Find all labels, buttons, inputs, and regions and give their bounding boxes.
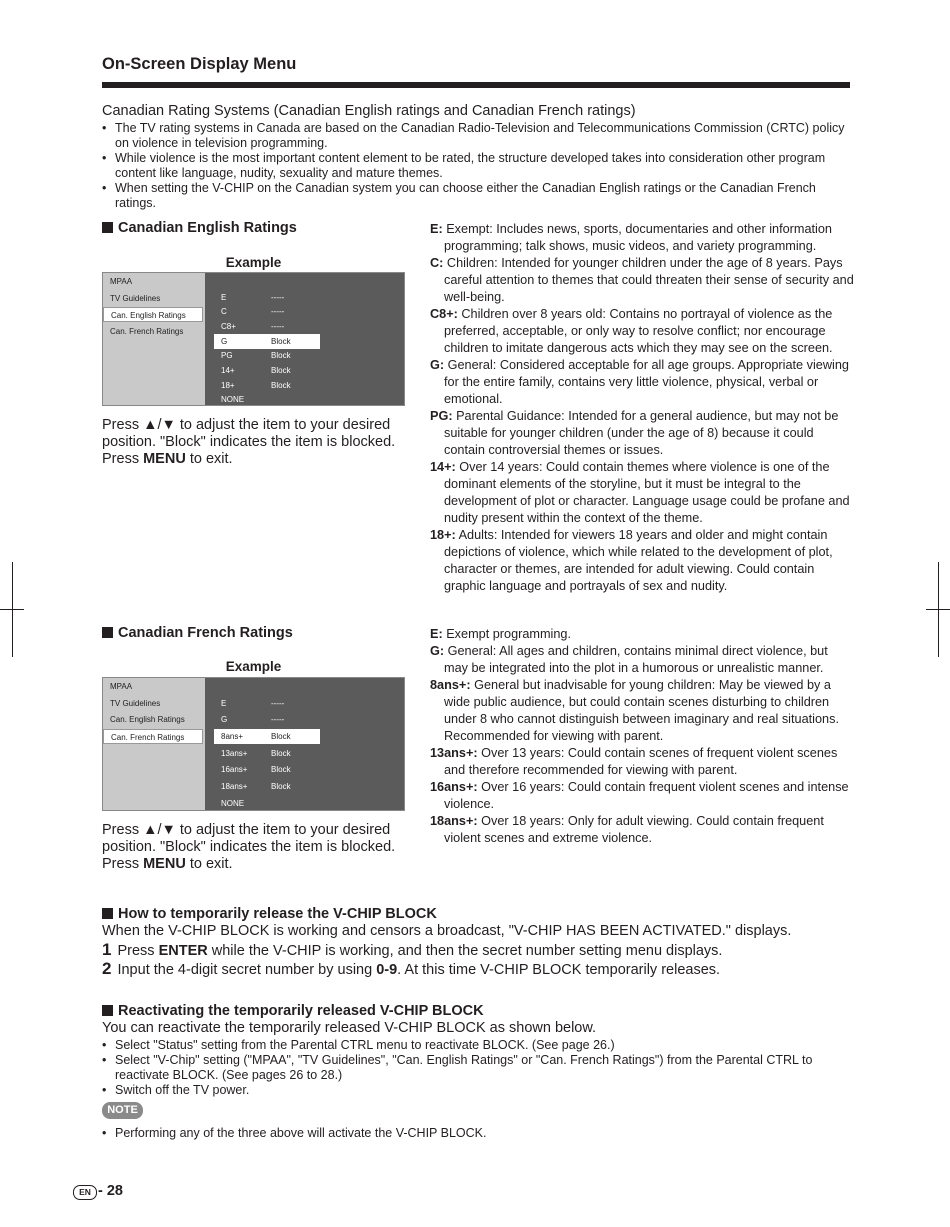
release-body: When the V-CHIP BLOCK is working and censors a broadcast, "V-CHIP HAS BEEN ACTIVATED." displays. [102,923,792,939]
english-menu-screen [102,272,405,406]
reactivate-bullet: • Select "V-Chip" setting ("MPAA", "TV Guidelines", "Can. English Ratings" or "Can. French Ratings") from the Parental CTRL to reactivate BLOCK. (See pages 26 to 28.) [102,1053,852,1083]
definition: 16ans+: Over 16 years: Could contain frequent violent scenes and intense violence. [430,780,849,811]
menu-item-mpaa[interactable]: MPAA [110,682,133,691]
intro-bullet: • When setting the V-CHIP on the Canadian system you can choose either the Canadian English ratings or the Canadian French ratings. [102,181,852,211]
definition: G: General: All ages and children, contains minimal direct violence, but may be integrated into the plot in a humorous or unrealistic manner. [430,644,828,675]
intro-heading: Canadian Rating Systems (Canadian English ratings and Canadian French ratings) [102,103,636,119]
rating-row[interactable]: NONE [221,395,245,404]
reactivate-body: You can reactivate the temporarily released V-CHIP BLOCK as shown below. [102,1020,597,1036]
rating-row[interactable]: 16ans+ Block [221,765,291,774]
menu-left-panel [103,273,205,405]
menu-item-tv-guidelines[interactable]: TV Guidelines [110,699,161,708]
definition: 18+: Adults: Intended for viewers 18 years and older and might contain depictions of violence, which while related to the development of plot, character or themes, are intended for adult viewing. Could contain graphic language and portrayals of sex and nudity. [430,528,833,593]
definition: C: Children: Intended for younger children under the age of 8 years. Pays careful attention to themes that could threaten their sense of security and well-being. [430,256,854,304]
rating-row[interactable]: E ----- [221,293,285,302]
language-badge: EN [73,1185,97,1200]
square-bullet-icon [102,908,113,919]
intro-bullets [102,121,852,211]
english-press-instructions: Press ▲/▼ to adjust the item to your desired position. "Block" indicates the item is blocked. Press MENU to exit. [102,417,396,467]
french-example-label: Example [225,659,282,674]
reactivate-heading: Reactivating the temporarily released V-CHIP BLOCK [102,1003,484,1019]
french-definitions [430,626,855,847]
square-bullet-icon [102,627,113,638]
french-menu-screen [102,677,405,811]
note-badge: NOTE [102,1102,143,1119]
square-bullet-icon [102,1005,113,1016]
definition: 8ans+: General but inadvisable for young children: May be viewed by a wide public audience, but could contain scenes disturbing to children under 8 who cannot distinguish between imaginary and real situations. [430,678,839,726]
definition: Recommended for viewing with parent. [444,729,664,743]
menu-item-can-french[interactable]: Can. French Ratings [103,729,203,744]
note-bullets [102,1126,852,1141]
rating-row[interactable]: E ----- [221,699,285,708]
up-down-arrows-icon: ▲/▼ [143,417,176,433]
definition: 13ans+: Over 13 years: Could contain scenes of frequent violent scenes and therefore recommended for viewing with parent. [430,746,838,777]
note-bullet: • Performing any of the three above will activate the V-CHIP BLOCK. [102,1126,852,1141]
rating-row[interactable]: C8+ ----- [221,322,285,331]
definition: E: Exempt programming. [430,627,572,641]
intro-bullet: • While violence is the most important content element to be rated, the structure developed takes into consideration other program content like language, nudity, sexuality and mature themes. [102,151,852,181]
rating-row[interactable]: G ----- [221,715,285,724]
rating-row[interactable]: C ----- [221,307,285,316]
english-example-label: Example [225,255,282,270]
menu-item-tv-guidelines[interactable]: TV Guidelines [110,294,161,303]
definition: 14+: Over 14 years: Could contain themes where violence is one of the dominant elements of the storyline, but it must be integral to the development of plot or character. Language usage could be profane and nudity present within the context of the theme. [430,460,850,525]
rating-row[interactable]: 18+ Block [221,381,291,390]
rating-row[interactable]: NONE [221,799,245,808]
rating-row[interactable]: 14+ Block [221,366,291,375]
definition: C8+: Children over 8 years old: Contains no portrayal of violence as the preferred, acceptable, or only way to resolve conflict; nor encourage children to imitate dangerous acts which they may see on the screen. [430,307,833,355]
title-rule [102,82,850,88]
definition: 18ans+: Over 18 years: Only for adult viewing. Could contain frequent violent scenes and extreme violence. [430,814,824,845]
english-ratings-heading: Canadian English Ratings [102,220,297,236]
menu-item-can-english[interactable]: Can. English Ratings [103,307,203,322]
definition: PG: Parental Guidance: Intended for a general audience, but may not be suitable for younger children (under the age of 8) because it could contain controversial themes or issues. [430,409,839,457]
rating-row[interactable]: 13ans+ Block [221,749,291,758]
rating-row-selected[interactable]: G Block [214,334,320,349]
menu-item-mpaa[interactable]: MPAA [110,277,133,286]
reactivate-bullet: • Switch off the TV power. [102,1083,852,1098]
square-bullet-icon [102,222,113,233]
crop-mark-left-v [12,562,13,657]
intro-bullet: • The TV rating systems in Canada are based on the Canadian Radio-Television and Telecommunications Commission (CRTC) policy on violence in television programming. [102,121,852,151]
reactivate-bullets [102,1038,852,1098]
reactivate-bullet: • Select "Status" setting from the Parental CTRL menu to reactivate BLOCK. (See page 26.) [102,1038,852,1053]
release-heading: How to temporarily release the V-CHIP BLOCK [102,906,437,922]
release-step-2: 2 Input the 4-digit secret number by using 0-9. At this time V-CHIP BLOCK temporarily releases. [102,959,721,978]
rating-row[interactable]: 18ans+ Block [221,782,291,791]
english-definitions [430,221,855,595]
rating-row-selected[interactable]: 8ans+ Block [214,729,320,744]
menu-item-can-english[interactable]: Can. English Ratings [110,715,185,724]
release-step-1: 1 Press ENTER while the V-CHIP is working, and then the secret number setting menu displays. [102,940,723,959]
rating-row[interactable]: PG Block [221,351,291,360]
crop-mark-right-v [938,562,939,657]
menu-item-can-french[interactable]: Can. French Ratings [110,327,184,336]
definition: G: General: Considered acceptable for all age groups. Appropriate viewing for the entire family, contains very little violence, physical, verbal or emotional. [430,358,849,406]
page-number: - 28 [98,1183,123,1199]
definition: E: Exempt: Includes news, sports, documentaries and other information programming; talk shows, music videos, and variety programming. [430,222,832,253]
french-press-instructions: Press ▲/▼ to adjust the item to your desired position. "Block" indicates the item is blocked. Press MENU to exit. [102,822,396,872]
french-ratings-heading: Canadian French Ratings [102,625,293,641]
up-down-arrows-icon: ▲/▼ [143,822,176,838]
menu-left-panel [103,678,205,810]
page-title: On-Screen Display Menu [102,55,297,73]
